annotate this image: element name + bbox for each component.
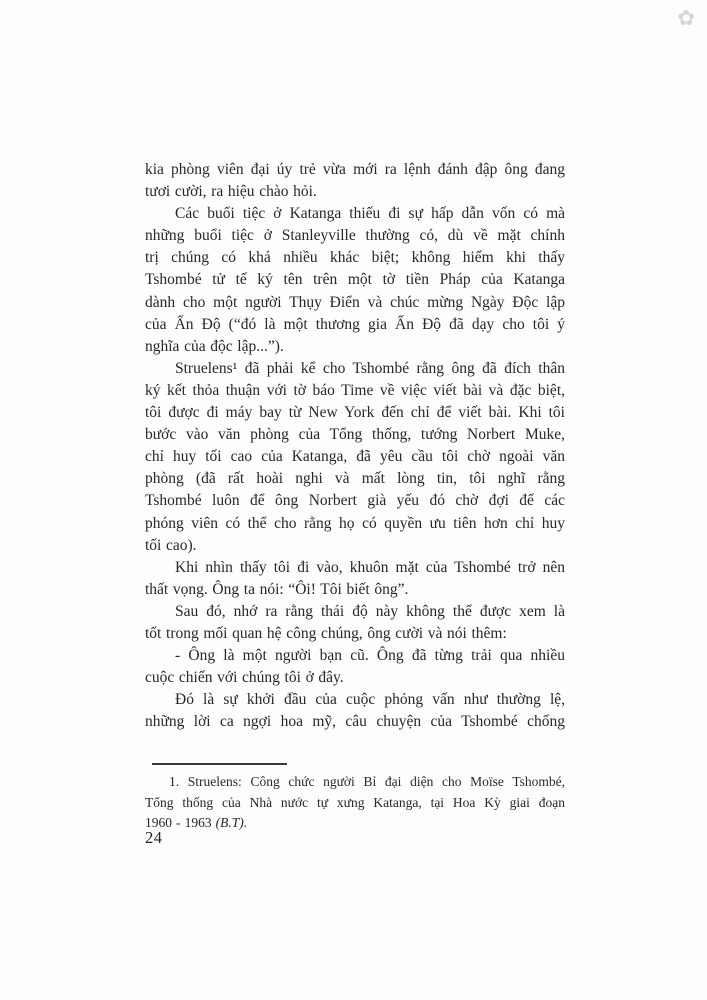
text-line: những buổi tiệc ở Stanleyville thường có, dù về mặt chính: [145, 227, 565, 245]
footnote-line: Tổng thống của Nhà nước tự xưng Katanga, tại Hoa Kỳ giai đoạn: [145, 794, 565, 810]
text-line: Tshombé tử tế ký tên trên một tờ tiền Pháp của Katanga: [145, 271, 565, 289]
footnote-line: 1960 - 1963 (B.T).: [145, 815, 248, 831]
paragraph: [145, 689, 565, 733]
text-line: Struelens¹ đã phải kể cho Tshombé rằng ông đã đích thân: [175, 359, 565, 377]
paragraph: [145, 358, 565, 557]
paragraph: [145, 203, 565, 358]
text-line: phóng viên có thể cho rằng họ có quyền ưu tiên hơn chỉ huy: [145, 514, 565, 532]
text-line: kia phòng viên đại úy trẻ vừa mới ra lệnh đánh đập ông đang: [145, 161, 565, 178]
text-line: tươi cười, ra hiệu chào hỏi.: [145, 183, 317, 201]
text-line: của Ấn Độ (“đó là một thương gia Ấn Độ đã dạy cho tôi ý: [145, 315, 565, 333]
footnote-italic-note: (B.T).: [215, 815, 248, 831]
text-line: - Ông là một người bạn cũ. Ông đã từng trải qua nhiều: [175, 647, 565, 665]
text-line: nghĩa của độc lập...”).: [145, 337, 284, 355]
paragraph: [145, 159, 565, 203]
text-line: trị chúng có khá nhiều khác biệt; không hiếm khi thấy: [145, 249, 565, 267]
text-line: những lời ca ngợi hoa mỹ, câu chuyện của Tshombé chống: [145, 713, 565, 731]
text-line: ký kết thỏa thuận với tờ báo Time về việc viết bài và đặc biệt,: [145, 381, 565, 399]
text-line: tốt trong mối quan hệ công chúng, ông cười và nói thêm:: [145, 624, 507, 642]
text-line: phòng (đã rất hoài nghi và mất lòng tin, tôi nghĩ rằng: [145, 470, 565, 488]
text-line: dành cho một người Thụy Điển và chúc mừng Ngày Độc lập: [145, 293, 565, 311]
paragraph: [145, 645, 565, 689]
text-line: cuộc chiến với chúng tôi ở đây.: [145, 669, 344, 687]
text-line: Sau đó, nhớ ra rằng thái độ này không thể được xem là: [175, 602, 565, 620]
footnote: [145, 756, 565, 834]
text-line: chỉ huy tối cao của Katanga, đã yêu cầu tôi chờ ngoài văn: [145, 448, 565, 466]
text-line: Tshombé luôn để ông Norbert già yếu đó chờ đợi để các: [145, 492, 565, 510]
page-number: 24: [145, 828, 163, 847]
text-line: Các buổi tiệc ở Katanga thiếu đi sự hấp dẫn vốn có mà: [175, 205, 565, 223]
footnote-lines: [145, 772, 565, 834]
text-line: thất vọng. Ông ta nói: “Ôi! Tôi biết ông”.: [145, 580, 409, 598]
flower-ornament-icon: ✿: [677, 6, 695, 30]
body-text: [145, 159, 565, 733]
text-line: bước vào văn phòng của Tổng thống, tướng Norbert Muke,: [145, 426, 565, 444]
footnote-divider: [152, 763, 287, 765]
paragraph: [145, 601, 565, 645]
footnote-line: 1. Struelens: Công chức người Bỉ đại diện cho Moïse Tshombé,: [169, 773, 565, 789]
text-line: tôi được đi máy bay từ New York đến chỉ để viết bài. Khi tôi: [145, 404, 565, 422]
text-line: tối cao).: [145, 536, 197, 554]
paragraph: [145, 557, 565, 601]
text-line: Khi nhìn thấy tôi đi vào, khuôn mặt của Tshombé trở nên: [175, 558, 565, 576]
text-line: Đó là sự khởi đầu của cuộc phỏng vấn như thường lệ,: [175, 691, 565, 709]
